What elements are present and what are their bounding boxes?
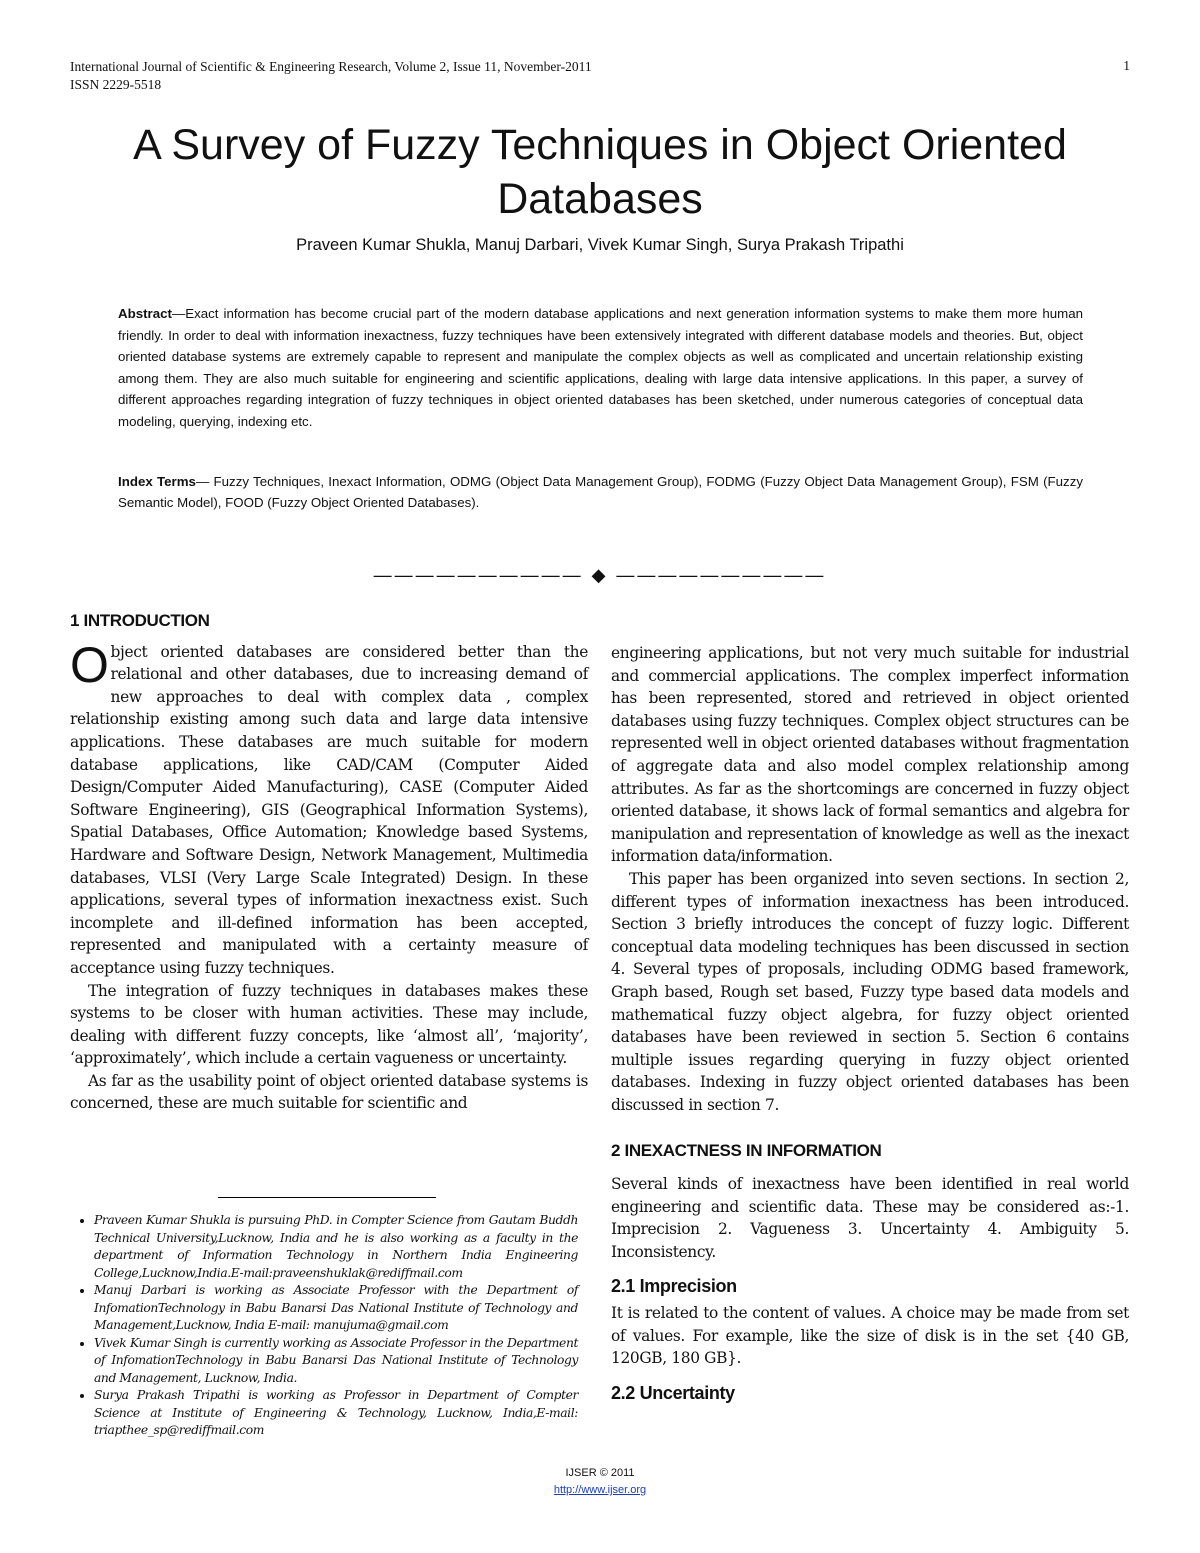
section-separator: —————————— ◆ —————————— xyxy=(373,565,827,585)
index-terms-label: Index Terms xyxy=(118,474,196,489)
intro-paragraph-1: Object oriented databases are considered better than the relational and other databases, due to increasing demand of new approaches to deal with complex data , complex relationship existing among such data and large data intensive applications. These databases are much suitable for modern database applications, like CAD/CAM (Computer Aided Design/Computer Aided Manufacturing), CASE (Computer Aided Software Engineering), GIS (Geographical Information Systems), Spatial Databases, Office Automation; Knowledge based Systems, Hardware and Software Design, Network Management, Multimedia databases, VLSI (Very Large Scale Integrated) Design. In these applications, several types of information inexactness exist. Such incomplete and ill-defined information has been accepted, represented and manipulated with a certainty measure of acceptance using fuzzy techniques. xyxy=(70,636,588,977)
authors: Praveen Kumar Shukla, Manuj Darbari, Vivek Kumar Singh, Surya Prakash Tripathi xyxy=(296,236,904,254)
journal-link[interactable]: http://www.ijser.org xyxy=(553,1484,647,1496)
index-terms-text: — Fuzzy Techniques, Inexact Information, ODMG (Object Data Management Group), FODMG (Fuzzy Object Data Management Group), FSM (Fuzzy Semantic Model), FOOD (Fuzzy Object Oriented Databases). xyxy=(118,474,1083,510)
footnote: • Vivek Kumar Singh is currently working as Associate Professor in the Department of InfomationTechnology in Babu Banarsi Das National Institute of Technology and Management, Lucknow, India. xyxy=(94,1335,578,1388)
intro-paragraph-2: The integration of fuzzy techniques in databases makes these systems to be closer with human activities. These may include, dealing with different fuzzy concepts, like ‘almost all’, ‘majority’, ‘approximately’, which include a certain vagueness or uncertainty. xyxy=(70,981,588,1068)
abstract-text: —Exact information has become crucial part of the modern database applications and next generation information systems to make them more human friendly. In order to deal with information inexactness, fuzzy techniques have been extensively integrated with different database models and theories. But, object oriented database systems are extremely capable to represent and manipulate the complex objects as well as complicated and uncertain relationship existing among them. They are also much suitable for engineering and scientific applications, dealing with large data intensive applications. In this paper, a survey of different approaches regarding integration of fuzzy techniques in object oriented databases has been sketched, under numerous categories of conceptual data modeling, querying, indexing etc. xyxy=(118,306,1083,429)
abstract-label: Abstract xyxy=(118,306,172,321)
abstract xyxy=(118,303,1083,432)
issn: ISSN 2229-5518 xyxy=(70,77,162,92)
footnote: • Praveen Kumar Shukla is pursuing PhD. in Compter Science from Gautam Buddh Technical University,Lucknow, India and he is also working as a faculty in the department of Information Technology in Northern India Engineering College,Lucknow,India.E-mail:praveenshuklak@rediffmail.com xyxy=(94,1212,578,1282)
journal-info: International Journal of Scientific & Engineering Research, Volume 2, Issue 11, November-2011 xyxy=(70,59,592,74)
index-terms xyxy=(118,471,1083,513)
section-2-1-paragraph: It is related to the content of values. A choice may be made from set of values. For example, like the size of disk is in the set {40 GB, 120GB, 180 GB}. xyxy=(611,1304,1129,1368)
footnote-rule xyxy=(218,1197,436,1198)
section-2-heading: 2 INEXACTNESS IN INFORMATION xyxy=(611,1141,882,1161)
footnote: • Surya Prakash Tripathi is working as Professor in Department of Compter Science at Institute of Engineering & Technology, Lucknow, India,E-mail: triapthee_sp@rediffmail.com xyxy=(94,1387,578,1440)
intro-paragraph-4: This paper has been organized into seven sections. In section 2, different types of information inexactness has been introduced. Section 3 briefly introduces the concept of fuzzy logic. Different conceptual data modeling techniques has been discussed in section 4. Several types of proposals, including ODMG based framework, Graph based, Rough set based, Fuzzy type based data models and mathematical fuzzy object algebra, for fuzzy object oriented databases have been reviewed in section 5. Section 6 contains multiple issues regarding querying in fuzzy object oriented databases. Indexing in fuzzy object oriented databases has been discussed in section 7. xyxy=(611,869,1129,1114)
drop-cap: O xyxy=(70,636,109,693)
paper-title: A Survey of Fuzzy Techniques in Object Oriented Databases xyxy=(133,121,1067,223)
intro-paragraph-3-continued: engineering applications, but not very much suitable for industrial and commercial applications. The complex imperfect information has been represented, stored and retrieved in object oriented databases using fuzzy techniques. Complex object structures can be represented well in object oriented databases without fragmentation of aggregate data and also model complex relationship among attributes. As far as the shortcomings are concerned in fuzzy object oriented database, it shows lack of formal semantics and algebra for manipulation and representation of knowledge as well as the inexact information data/information. xyxy=(611,644,1129,866)
running-header xyxy=(70,58,592,94)
column-right xyxy=(611,642,1129,1408)
footnotes xyxy=(70,1212,578,1440)
section-2-2-heading: 2.2 Uncertainty xyxy=(611,1382,735,1403)
footnote: • Manuj Darbari is working as Associate Professor with the Department of InfomationTechnology in Babu Banarsi Das National Institute of Technology and Management,Lucknow, India E-mail: manujuma@gmail.com xyxy=(94,1282,578,1335)
intro-paragraph-3: As far as the usability point of object oriented database systems is concerned, these are much suitable for scientific and xyxy=(70,1071,588,1113)
page-footer xyxy=(0,1465,1200,1499)
section-2-1-heading: 2.1 Imprecision xyxy=(611,1276,737,1297)
intro-heading: 1 INTRODUCTION xyxy=(70,611,210,630)
column-left xyxy=(70,610,588,1115)
copyright: IJSER © 2011 xyxy=(565,1467,635,1479)
section-2-paragraph: Several kinds of inexactness have been identified in real world engineering and scientific data. These may be considered as:-1. Imprecision 2. Vagueness 3. Uncertainty 4. Ambiguity 5. Inconsistency. xyxy=(611,1175,1129,1261)
page-number: 1 xyxy=(1123,58,1130,73)
